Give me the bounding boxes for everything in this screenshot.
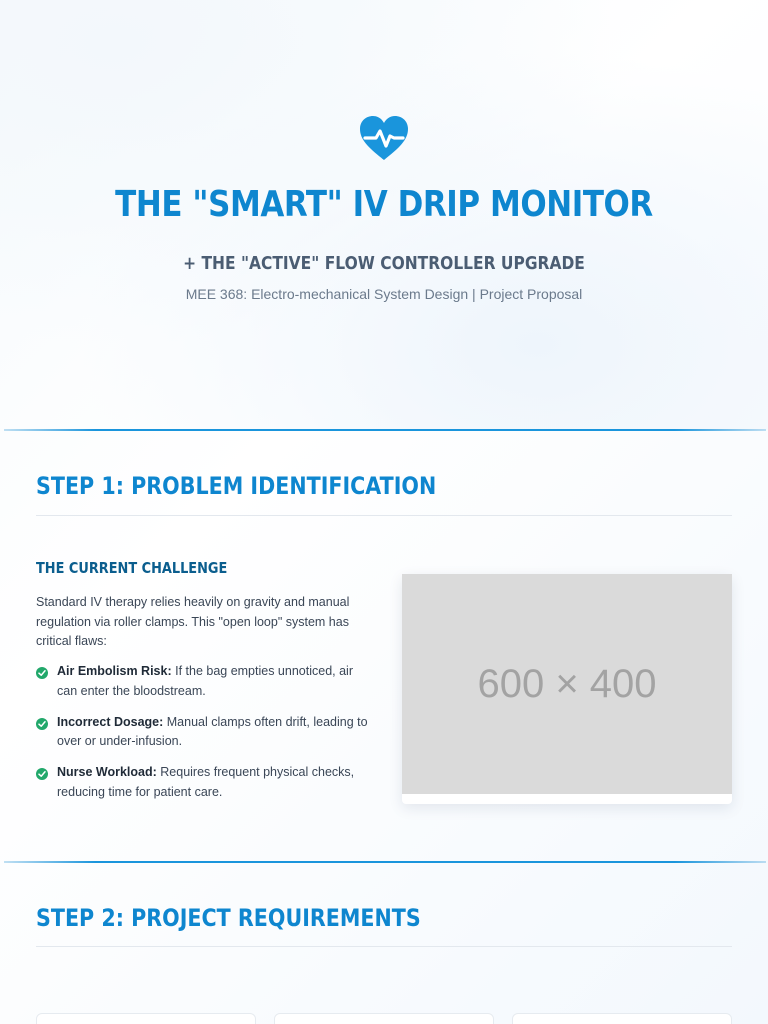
check-circle-icon xyxy=(36,667,48,679)
heart-pulse-icon xyxy=(359,116,409,162)
step1-heading: STEP 1: PROBLEM IDENTIFICATION xyxy=(36,472,437,500)
flaw-label: Incorrect Dosage: xyxy=(57,714,164,729)
challenge-intro: Standard IV therapy relies heavily on gravity and manual regulation via roller clamps. This "open loop" system has critical flaws: xyxy=(36,595,350,648)
flaw-text: Manual clamps often drift, leading to over or under-infusion. xyxy=(57,714,368,748)
hero-section xyxy=(0,0,768,430)
requirement-card xyxy=(36,1013,256,1024)
list-item xyxy=(36,763,376,802)
requirement-card xyxy=(512,1013,732,1024)
flaw-text: Requires frequent physical checks, reducing time for patient care. xyxy=(57,765,355,799)
flaw-label: Air Embolism Risk: xyxy=(57,664,172,678)
course-info: MEE 368: Electro-mechanical System Design | Project Proposal xyxy=(185,286,583,302)
page-title: THE "SMART" IV DRIP MONITOR xyxy=(115,184,653,225)
section-divider xyxy=(4,429,766,431)
image-card xyxy=(402,574,732,804)
page-subtitle: + THE "ACTIVE" FLOW CONTROLLER UPGRADE xyxy=(183,253,585,274)
check-circle-icon xyxy=(36,768,48,780)
flaws-list xyxy=(36,662,376,814)
flaw-text: If the bag empties unnoticed, air can enter the bloodstream. xyxy=(57,664,353,698)
image-placeholder: 600 × 400 xyxy=(402,574,732,794)
requirement-card xyxy=(274,1013,494,1024)
list-item xyxy=(36,713,376,752)
challenge-heading: THE CURRENT CHALLENGE xyxy=(36,559,228,577)
list-item xyxy=(36,662,376,701)
step2-heading: STEP 2: PROJECT REQUIREMENTS xyxy=(36,904,421,932)
flaw-label: Nurse Workload: xyxy=(57,765,157,779)
heading-rule xyxy=(36,946,732,947)
section-divider xyxy=(4,861,766,863)
heading-rule xyxy=(36,515,732,516)
check-circle-icon xyxy=(36,718,48,730)
